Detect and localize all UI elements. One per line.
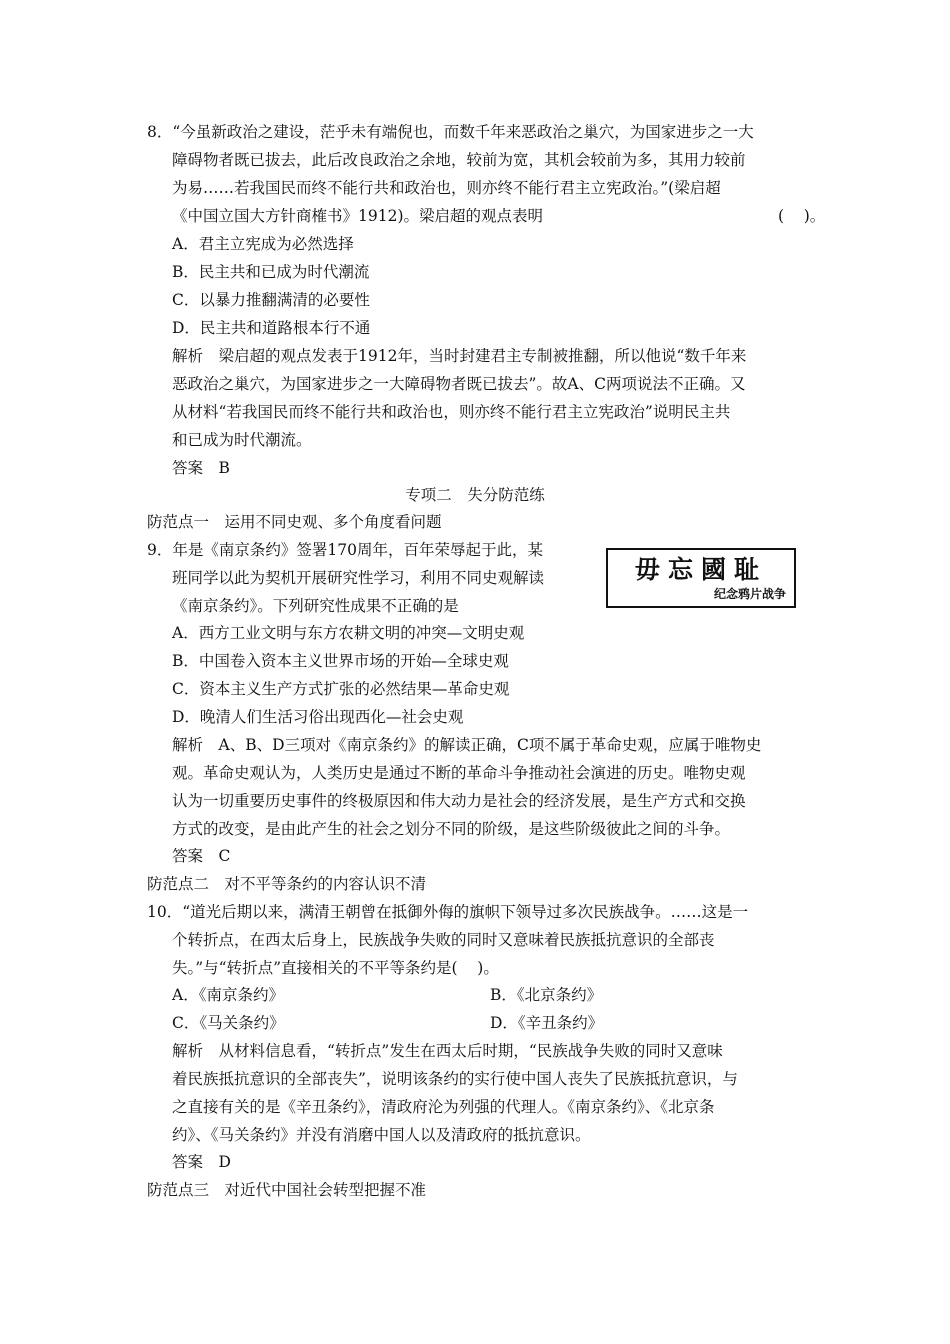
- stamp-sub-text: 纪念鸦片战争: [713, 587, 786, 601]
- q9-stem-line-1: 9．年是《南京条约》签署170周年，百年荣辱起于此，某: [147, 541, 543, 559]
- q8-option-d: D．民主共和道路根本行不通: [172, 319, 371, 337]
- q8-option-b: B．民主共和已成为时代潮流: [172, 263, 370, 281]
- prevention-point-3: 防范点三 对近代中国社会转型把握不准: [147, 1181, 427, 1199]
- q8-stem-line-1: 8．“今虽新政治之建设，茫乎未有端倪也，而数千年来恶政治之巢穴，为国家进步之一大: [147, 123, 754, 141]
- q10-stem-line-3: 失。”与“转折点”直接相关的不平等条约是( )。: [172, 959, 499, 977]
- q10-stem-line-2: 个转折点，在西太后身上，民族战争失败的同时又意味着民族抵抗意识的全部丧: [172, 931, 715, 949]
- q8-answer: 答案 B: [172, 459, 230, 477]
- q10-stem-line-1: 10．“道光后期以来，满清王朝曾在抵御外侮的旗帜下领导过多次民族战争。……这是一: [147, 903, 749, 921]
- q10-analysis-line-4: 约》、《马关条约》并没有消磨中国人以及清政府的抵抗意识。: [172, 1126, 591, 1144]
- q9-analysis-line-2: 观。革命史观认为，人类历史是通过不断的革命斗争推动社会演进的历史。唯物史观: [172, 764, 746, 782]
- prevention-point-1: 防范点一 运用不同史观、多个角度看问题: [147, 513, 442, 531]
- q8-analysis-line-3: 从材料“若我国民而终不能行共和政治也，则亦终不能行君主立宪政治”说明民主共: [172, 403, 731, 421]
- q10-answer: 答案 D: [172, 1153, 231, 1171]
- q8-analysis-line-4: 和已成为时代潮流。: [172, 431, 312, 449]
- q8-option-c: C．以暴力推翻满清的必要性: [172, 291, 370, 309]
- q9-option-b: B．中国卷入资本主义世界市场的开始—全球史观: [172, 652, 509, 670]
- stamp-main-text: 毋忘國耻: [634, 555, 767, 584]
- q10-analysis-line-2: 着民族抵抗意识的全部丧失”，说明该条约的实行使中国人丧失了民族抵抗意识，与: [172, 1070, 738, 1088]
- prevention-point-2: 防范点二 对不平等条约的内容认识不清: [147, 875, 427, 893]
- q10-option-d: D．《辛丑条约》: [490, 1014, 604, 1032]
- q9-option-a: A．西方工业文明与东方农耕文明的冲突—文明史观: [172, 624, 525, 642]
- q9-option-c: C．资本主义生产方式扩张的必然结果—革命史观: [172, 680, 510, 698]
- q9-analysis-line-4: 方式的改变，是由此产生的社会之划分不同的阶级，是这些阶级彼此之间的斗争。: [172, 820, 731, 838]
- q8-stem-line-2: 障碍物者既已拔去，此后改良政治之余地，较前为宽，其机会较前为多，其用力较前: [172, 151, 746, 169]
- q8-stem-line-4: 《中国立国大方针商榷书》1912)。梁启超的观点表明: [172, 207, 543, 225]
- q8-analysis-line-2: 恶政治之巢穴，为国家进步之一大障碍物者既已拔去”。故A、C两项说法不正确。又: [172, 375, 746, 393]
- q9-stem-line-2: 班同学以此为契机开展研究性学习，利用不同史观解读: [172, 569, 545, 587]
- q8-option-a: A．君主立宪成为必然选择: [172, 235, 354, 253]
- q9-analysis-line-3: 认为一切重要历史事件的终极原因和伟大动力是社会的经济发展，是生产方式和交换: [172, 792, 746, 810]
- q9-analysis-line-1: 解析 A、B、D三项对《南京条约》的解读正确，C项不属于革命史观，应属于唯物史: [172, 736, 762, 754]
- q10-analysis-line-3: 之直接有关的是《辛丑条约》，清政府沦为列强的代理人。《南京条约》、《北京条: [172, 1098, 715, 1116]
- q10-analysis-line-1: 解析 从材料信息看，“转折点”发生在西太后时期，“民族战争失败的同时又意味: [172, 1042, 723, 1060]
- q8-answer-paren: ( )。: [778, 207, 826, 225]
- section-title: 专项二 失分防范练: [405, 486, 545, 504]
- q10-option-a: A．《南京条约》: [172, 986, 284, 1004]
- q10-option-c: C．《马关条约》: [172, 1014, 285, 1032]
- q8-stem-line-3: 为易……若我国民而终不能行共和政治也，则亦终不能行君主立宪政治。”(梁启超: [172, 179, 721, 197]
- q10-option-b: B．《北京条约》: [490, 986, 603, 1004]
- q9-stem-line-3: 《南京条约》。下列研究性成果不正确的是: [172, 597, 459, 615]
- q9-answer: 答案 C: [172, 847, 231, 865]
- q8-analysis-line-1: 解析 梁启超的观点发表于1912年，当时封建君主专制被推翻，所以他说“数千年来: [172, 347, 747, 365]
- q9-option-d: D．晚清人们生活习俗出现西化—社会史观: [172, 708, 464, 726]
- q9-image-stamp: [606, 548, 796, 608]
